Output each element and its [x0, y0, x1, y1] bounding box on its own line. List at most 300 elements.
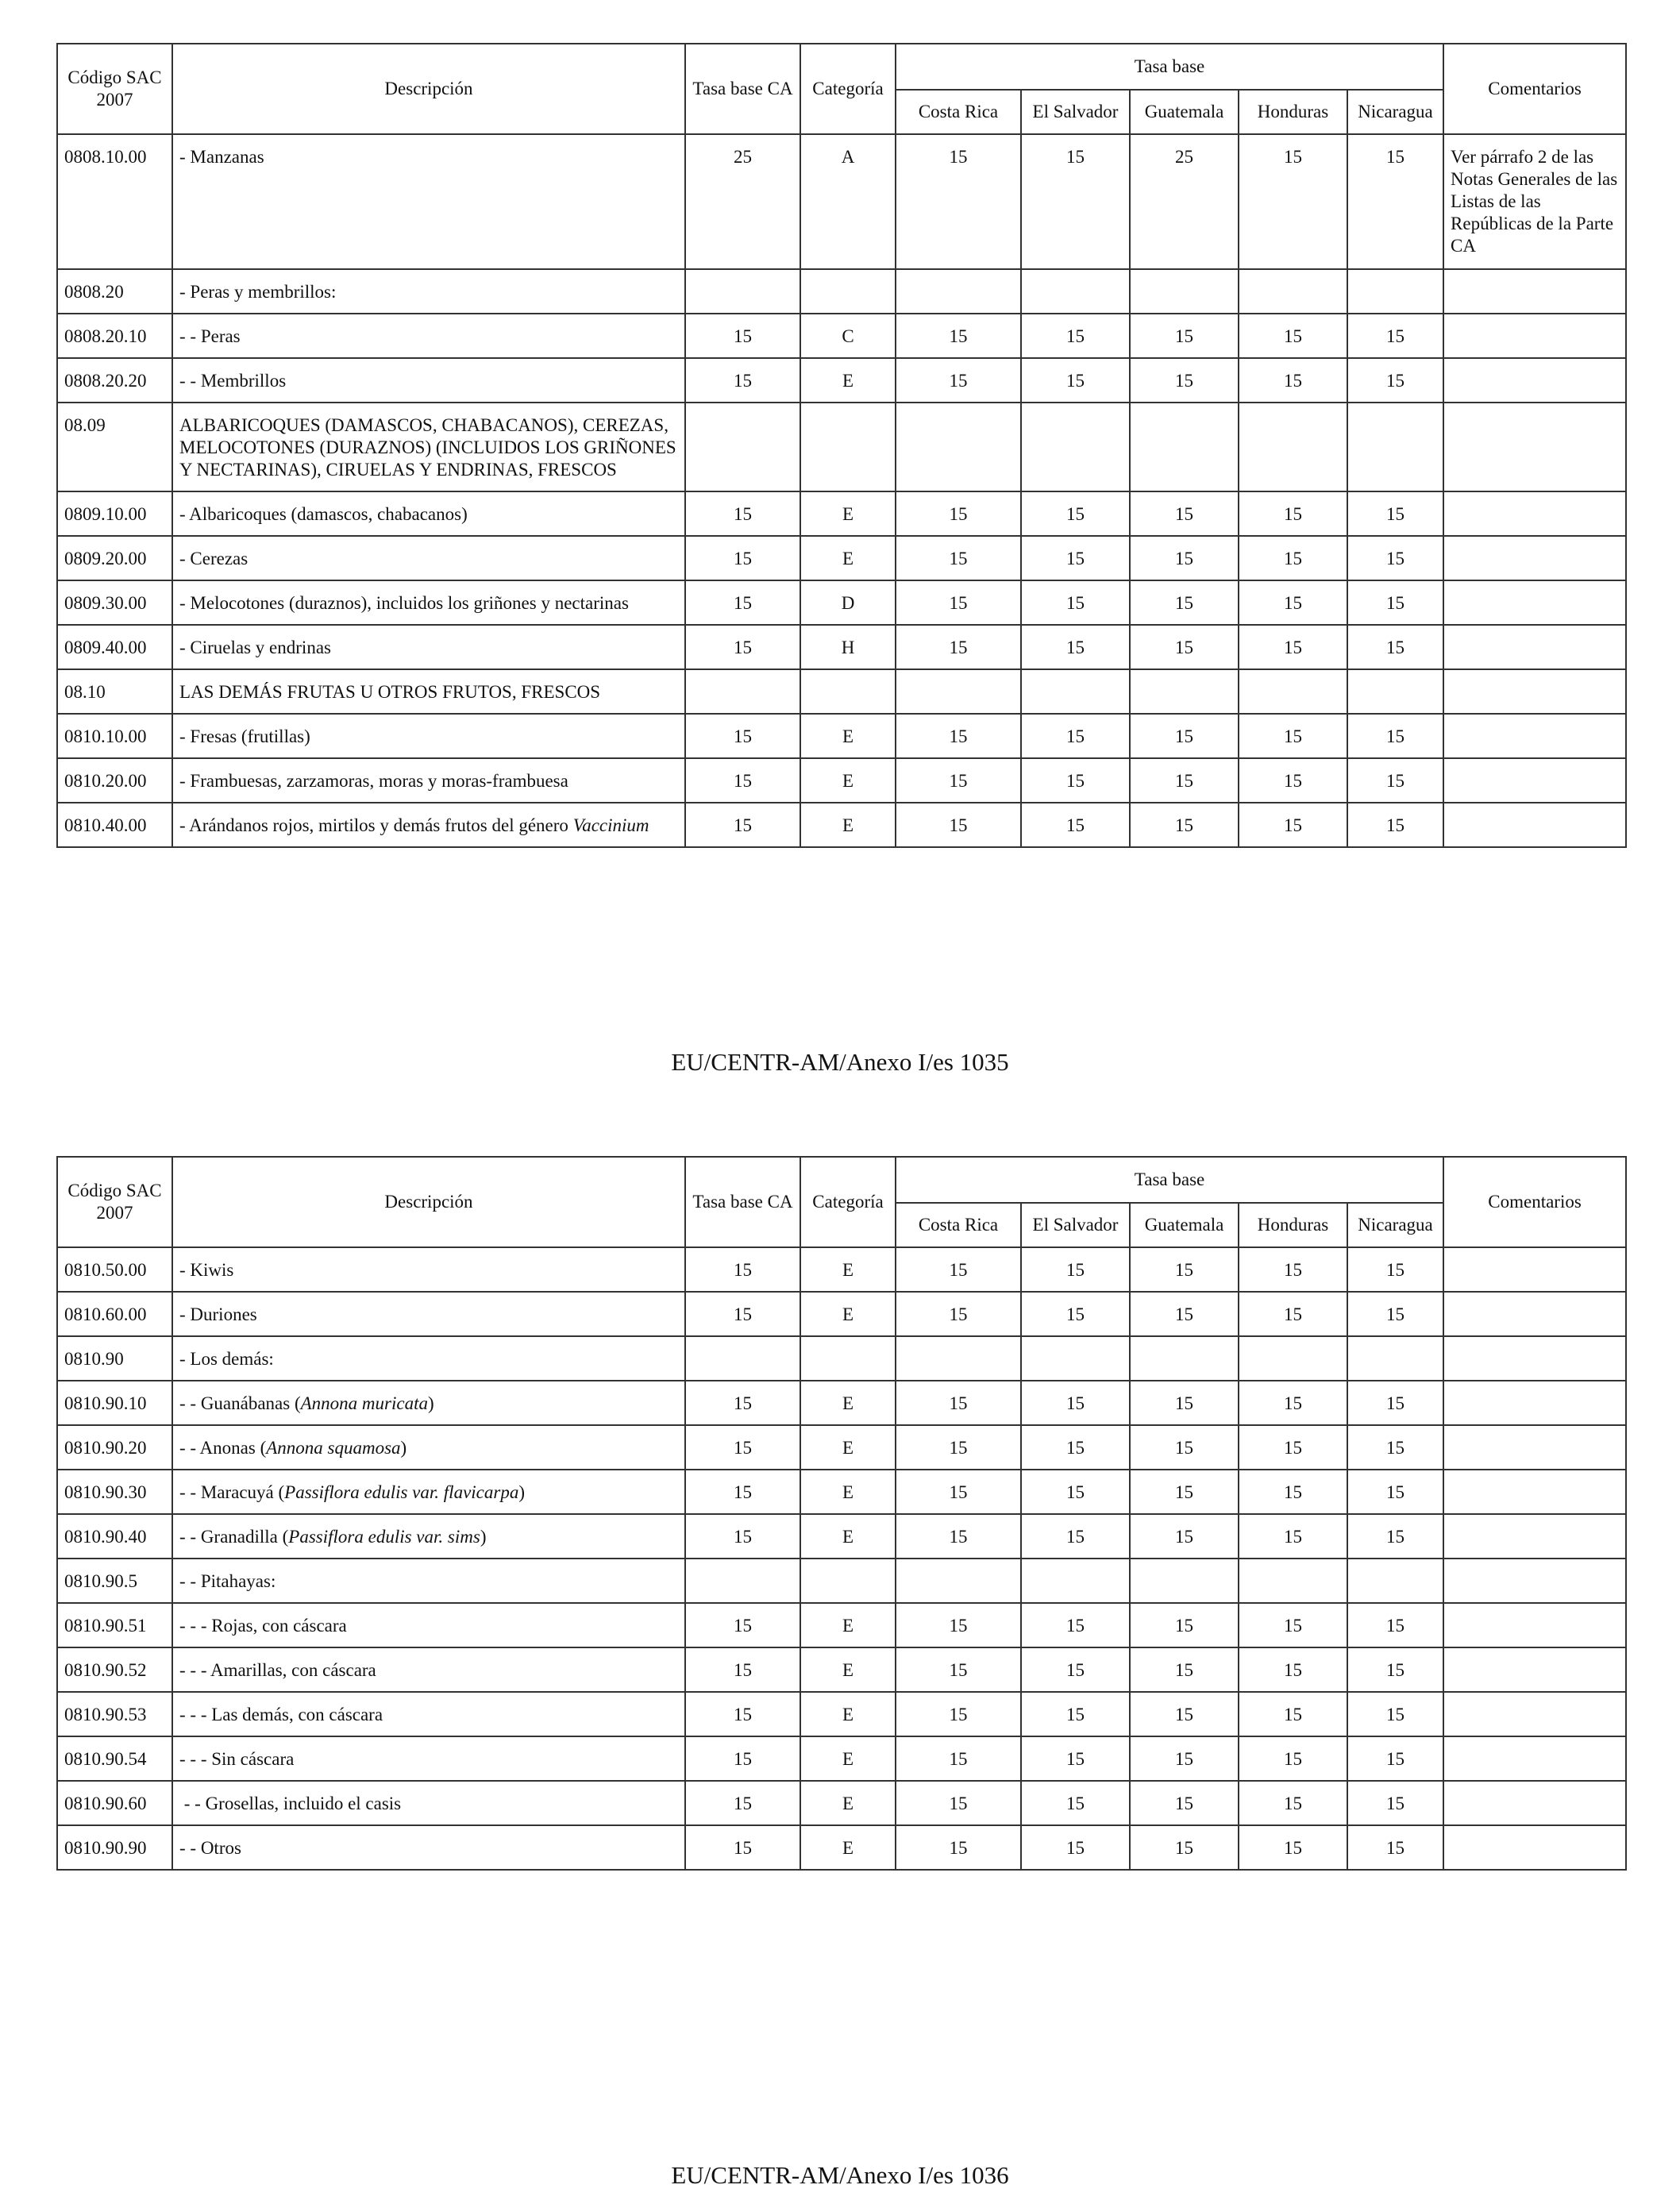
el-salvador-rate-cell: 15 — [1021, 1825, 1130, 1870]
table-row — [57, 625, 1626, 669]
honduras-rate-cell: 15 — [1239, 1692, 1347, 1736]
base-rate-ca-cell: 15 — [685, 358, 800, 403]
el-salvador-rate-cell: 15 — [1021, 625, 1130, 669]
comment-cell — [1443, 1692, 1626, 1736]
table-row — [57, 1247, 1626, 1292]
description-text: - Arándanos rojos, mirtilos y demás frutos del género — [179, 815, 573, 835]
el-salvador-rate-cell: 15 — [1021, 1514, 1130, 1559]
description-cell: - - - Amarillas, con cáscara — [172, 1647, 685, 1692]
honduras-rate-cell: 15 — [1239, 1381, 1347, 1425]
comment-cell — [1443, 1781, 1626, 1825]
honduras-rate-cell — [1239, 403, 1347, 491]
description-cell: - - - Las demás, con cáscara — [172, 1692, 685, 1736]
honduras-rate-cell: 15 — [1239, 580, 1347, 625]
costa-rica-rate-cell — [896, 269, 1021, 314]
costa-rica-rate-cell: 15 — [896, 1781, 1021, 1825]
category-cell — [800, 669, 896, 714]
guatemala-rate-cell: 15 — [1130, 1781, 1239, 1825]
category-cell: E — [800, 1292, 896, 1336]
description-cell: - - - Rojas, con cáscara — [172, 1603, 685, 1647]
description-cell: - Los demás: — [172, 1336, 685, 1381]
header-guatemala: Guatemala — [1130, 1203, 1239, 1247]
costa-rica-rate-cell — [896, 1559, 1021, 1603]
honduras-rate-cell: 15 — [1239, 625, 1347, 669]
comment-cell — [1443, 1470, 1626, 1514]
description-cell: - - Pitahayas: — [172, 1559, 685, 1603]
header-guatemala: Guatemala — [1130, 90, 1239, 134]
costa-rica-rate-cell: 15 — [896, 358, 1021, 403]
guatemala-rate-cell — [1130, 1559, 1239, 1603]
table-row — [57, 1825, 1626, 1870]
nicaragua-rate-cell: 15 — [1347, 1736, 1443, 1781]
guatemala-rate-cell: 15 — [1130, 1425, 1239, 1470]
comment-cell — [1443, 403, 1626, 491]
el-salvador-rate-cell: 15 — [1021, 1781, 1130, 1825]
comment-cell — [1443, 758, 1626, 803]
table-row — [57, 1692, 1626, 1736]
category-cell: E — [800, 536, 896, 580]
category-cell: D — [800, 580, 896, 625]
nicaragua-rate-cell — [1347, 1336, 1443, 1381]
nicaragua-rate-cell: 15 — [1347, 358, 1443, 403]
guatemala-rate-cell: 15 — [1130, 536, 1239, 580]
description-cell: LAS DEMÁS FRUTAS U OTROS FRUTOS, FRESCOS — [172, 669, 685, 714]
description-cell: - Melocotones (duraznos), incluidos los griñones y nectarinas — [172, 580, 685, 625]
nicaragua-rate-cell: 15 — [1347, 134, 1443, 269]
honduras-rate-cell: 15 — [1239, 758, 1347, 803]
table-row — [57, 314, 1626, 358]
category-cell: E — [800, 1781, 896, 1825]
nicaragua-rate-cell — [1347, 1559, 1443, 1603]
honduras-rate-cell — [1239, 1336, 1347, 1381]
category-cell: E — [800, 1470, 896, 1514]
nicaragua-rate-cell: 15 — [1347, 314, 1443, 358]
code-cell: 0810.20.00 — [57, 758, 172, 803]
guatemala-rate-cell: 15 — [1130, 1292, 1239, 1336]
comment-cell — [1443, 1336, 1626, 1381]
comment-cell — [1443, 580, 1626, 625]
page-footer-1036: EU/CENTR-AM/Anexo I/es 1036 — [671, 2161, 1009, 2189]
costa-rica-rate-cell: 15 — [896, 1603, 1021, 1647]
header-description: Descripción — [172, 44, 685, 134]
category-cell — [800, 1336, 896, 1381]
header-category: Categoría — [800, 1157, 896, 1247]
costa-rica-rate-cell — [896, 1336, 1021, 1381]
description-cell — [172, 1514, 685, 1559]
base-rate-ca-cell: 15 — [685, 1603, 800, 1647]
header-base-rate-ca: Tasa base CA — [685, 1157, 800, 1247]
nicaragua-rate-cell: 15 — [1347, 1781, 1443, 1825]
base-rate-ca-cell: 15 — [685, 1825, 800, 1870]
description-text-end: ) — [480, 1527, 487, 1547]
el-salvador-rate-cell: 15 — [1021, 1381, 1130, 1425]
base-rate-ca-cell: 15 — [685, 714, 800, 758]
el-salvador-rate-cell: 15 — [1021, 536, 1130, 580]
table-row — [57, 1647, 1626, 1692]
costa-rica-rate-cell: 15 — [896, 803, 1021, 847]
nicaragua-rate-cell: 15 — [1347, 1825, 1443, 1870]
base-rate-ca-cell: 15 — [685, 1292, 800, 1336]
table-row — [57, 491, 1626, 536]
description-text: - - Guanábanas ( — [179, 1393, 301, 1413]
el-salvador-rate-cell: 15 — [1021, 580, 1130, 625]
header-nicaragua: Nicaragua — [1347, 1203, 1443, 1247]
table-row — [57, 358, 1626, 403]
costa-rica-rate-cell: 15 — [896, 1292, 1021, 1336]
nicaragua-rate-cell: 15 — [1347, 1425, 1443, 1470]
el-salvador-rate-cell: 15 — [1021, 1425, 1130, 1470]
code-cell: 0810.90.60 — [57, 1781, 172, 1825]
costa-rica-rate-cell: 15 — [896, 491, 1021, 536]
base-rate-ca-cell: 15 — [685, 1692, 800, 1736]
comment-cell — [1443, 714, 1626, 758]
description-cell: ALBARICOQUES (DAMASCOS, CHABACANOS), CEREZAS, MELOCOTONES (DURAZNOS) (INCLUIDOS LOS GRIÑONES Y NECTARINAS), CIRUELAS Y ENDRINAS, FRESCOS — [172, 403, 685, 491]
guatemala-rate-cell: 15 — [1130, 714, 1239, 758]
honduras-rate-cell: 15 — [1239, 803, 1347, 847]
nicaragua-rate-cell: 15 — [1347, 491, 1443, 536]
description-cell: - Frambuesas, zarzamoras, moras y moras-frambuesa — [172, 758, 685, 803]
code-cell: 0810.90.40 — [57, 1514, 172, 1559]
description-text: - - Maracuyá ( — [179, 1482, 285, 1502]
code-cell: 0810.10.00 — [57, 714, 172, 758]
comment-cell — [1443, 1514, 1626, 1559]
nicaragua-rate-cell — [1347, 403, 1443, 491]
comment-cell — [1443, 1247, 1626, 1292]
category-cell: E — [800, 714, 896, 758]
base-rate-ca-cell — [685, 269, 800, 314]
category-cell: E — [800, 491, 896, 536]
comment-cell — [1443, 269, 1626, 314]
header-comments: Comentarios — [1443, 44, 1626, 134]
base-rate-ca-cell: 15 — [685, 1514, 800, 1559]
code-cell: 0808.20.20 — [57, 358, 172, 403]
guatemala-rate-cell: 15 — [1130, 1692, 1239, 1736]
costa-rica-rate-cell: 15 — [896, 1247, 1021, 1292]
costa-rica-rate-cell: 15 — [896, 1425, 1021, 1470]
category-cell: C — [800, 314, 896, 358]
description-cell: - Peras y membrillos: — [172, 269, 685, 314]
costa-rica-rate-cell: 15 — [896, 758, 1021, 803]
comment-cell — [1443, 314, 1626, 358]
costa-rica-rate-cell: 15 — [896, 1647, 1021, 1692]
el-salvador-rate-cell: 15 — [1021, 1647, 1130, 1692]
guatemala-rate-cell: 15 — [1130, 1736, 1239, 1781]
costa-rica-rate-cell: 15 — [896, 536, 1021, 580]
costa-rica-rate-cell: 15 — [896, 1692, 1021, 1736]
comment-cell — [1443, 625, 1626, 669]
guatemala-rate-cell: 15 — [1130, 358, 1239, 403]
nicaragua-rate-cell — [1347, 669, 1443, 714]
el-salvador-rate-cell: 15 — [1021, 491, 1130, 536]
costa-rica-rate-cell — [896, 403, 1021, 491]
code-cell: 0808.20 — [57, 269, 172, 314]
el-salvador-rate-cell — [1021, 269, 1130, 314]
costa-rica-rate-cell: 15 — [896, 1736, 1021, 1781]
header-el-salvador: El Salvador — [1021, 90, 1130, 134]
code-cell: 0810.90.53 — [57, 1692, 172, 1736]
nicaragua-rate-cell: 15 — [1347, 1381, 1443, 1425]
honduras-rate-cell: 15 — [1239, 1247, 1347, 1292]
category-cell: E — [800, 1247, 896, 1292]
scientific-name: Annona muricata — [300, 1393, 428, 1413]
base-rate-ca-cell: 25 — [685, 134, 800, 269]
category-cell: E — [800, 1603, 896, 1647]
description-cell: - - Otros — [172, 1825, 685, 1870]
scientific-name: Passiflora edulis var. flavicarpa — [284, 1482, 519, 1502]
nicaragua-rate-cell — [1347, 269, 1443, 314]
base-rate-ca-cell: 15 — [685, 1425, 800, 1470]
code-cell: 0810.40.00 — [57, 803, 172, 847]
header-honduras: Honduras — [1239, 90, 1347, 134]
costa-rica-rate-cell: 15 — [896, 1825, 1021, 1870]
table-row — [57, 1781, 1626, 1825]
guatemala-rate-cell: 15 — [1130, 1825, 1239, 1870]
header-costa-rica: Costa Rica — [896, 1203, 1021, 1247]
category-cell: E — [800, 1736, 896, 1781]
base-rate-ca-cell: 15 — [685, 1247, 800, 1292]
comment-cell — [1443, 1381, 1626, 1425]
header-description: Descripción — [172, 1157, 685, 1247]
description-cell: - - Membrillos — [172, 358, 685, 403]
el-salvador-rate-cell: 15 — [1021, 1603, 1130, 1647]
table-row — [57, 669, 1626, 714]
comment-cell — [1443, 1425, 1626, 1470]
honduras-rate-cell: 15 — [1239, 714, 1347, 758]
description-cell — [172, 1425, 685, 1470]
guatemala-rate-cell: 15 — [1130, 1603, 1239, 1647]
comment-cell — [1443, 1825, 1626, 1870]
guatemala-rate-cell: 15 — [1130, 314, 1239, 358]
table-row — [57, 714, 1626, 758]
el-salvador-rate-cell: 15 — [1021, 803, 1130, 847]
el-salvador-rate-cell: 15 — [1021, 1470, 1130, 1514]
code-cell: 0809.20.00 — [57, 536, 172, 580]
guatemala-rate-cell: 15 — [1130, 758, 1239, 803]
honduras-rate-cell: 15 — [1239, 1514, 1347, 1559]
nicaragua-rate-cell: 15 — [1347, 714, 1443, 758]
base-rate-ca-cell — [685, 669, 800, 714]
category-cell: E — [800, 1425, 896, 1470]
nicaragua-rate-cell: 15 — [1347, 625, 1443, 669]
base-rate-ca-cell: 15 — [685, 1736, 800, 1781]
table-row — [57, 1514, 1626, 1559]
description-cell: - Albaricoques (damascos, chabacanos) — [172, 491, 685, 536]
el-salvador-rate-cell — [1021, 403, 1130, 491]
code-cell: 0810.90.10 — [57, 1381, 172, 1425]
costa-rica-rate-cell: 15 — [896, 314, 1021, 358]
table-row — [57, 758, 1626, 803]
header-code: Código SAC 2007 — [57, 1157, 172, 1247]
base-rate-ca-cell — [685, 403, 800, 491]
base-rate-ca-cell: 15 — [685, 1381, 800, 1425]
table-row — [57, 1736, 1626, 1781]
scientific-name: Passiflora edulis var. sims — [288, 1527, 480, 1547]
base-rate-ca-cell: 15 — [685, 491, 800, 536]
description-cell: - Duriones — [172, 1292, 685, 1336]
comment-cell — [1443, 1736, 1626, 1781]
honduras-rate-cell — [1239, 269, 1347, 314]
code-cell: 0810.90.52 — [57, 1647, 172, 1692]
category-cell: H — [800, 625, 896, 669]
costa-rica-rate-cell: 15 — [896, 1470, 1021, 1514]
table-row — [57, 536, 1626, 580]
header-honduras: Honduras — [1239, 1203, 1347, 1247]
honduras-rate-cell: 15 — [1239, 536, 1347, 580]
base-rate-ca-cell: 15 — [685, 580, 800, 625]
category-cell: A — [800, 134, 896, 269]
comment-cell — [1443, 1647, 1626, 1692]
el-salvador-rate-cell: 15 — [1021, 1692, 1130, 1736]
code-cell: 0809.40.00 — [57, 625, 172, 669]
costa-rica-rate-cell: 15 — [896, 714, 1021, 758]
costa-rica-rate-cell: 15 — [896, 1514, 1021, 1559]
description-cell: - - - Sin cáscara — [172, 1736, 685, 1781]
guatemala-rate-cell: 25 — [1130, 134, 1239, 269]
category-cell: E — [800, 1647, 896, 1692]
page-footer-1035: EU/CENTR-AM/Anexo I/es 1035 — [671, 1048, 1009, 1076]
scientific-name: Annona squamosa — [266, 1438, 401, 1458]
costa-rica-rate-cell: 15 — [896, 134, 1021, 269]
honduras-rate-cell — [1239, 669, 1347, 714]
header-nicaragua: Nicaragua — [1347, 90, 1443, 134]
costa-rica-rate-cell: 15 — [896, 580, 1021, 625]
header-code: Código SAC 2007 — [57, 44, 172, 134]
guatemala-rate-cell — [1130, 669, 1239, 714]
guatemala-rate-cell: 15 — [1130, 580, 1239, 625]
table-row — [57, 269, 1626, 314]
header-comments: Comentarios — [1443, 1157, 1626, 1247]
nicaragua-rate-cell: 15 — [1347, 1603, 1443, 1647]
table-row — [57, 1470, 1626, 1514]
code-cell: 0809.10.00 — [57, 491, 172, 536]
guatemala-rate-cell: 15 — [1130, 1381, 1239, 1425]
code-cell: 0810.90 — [57, 1336, 172, 1381]
description-cell: - Cerezas — [172, 536, 685, 580]
el-salvador-rate-cell: 15 — [1021, 714, 1130, 758]
description-cell: - - Grosellas, incluido el casis — [172, 1781, 685, 1825]
comment-cell — [1443, 358, 1626, 403]
table-row — [57, 1603, 1626, 1647]
nicaragua-rate-cell: 15 — [1347, 1647, 1443, 1692]
table-row — [57, 1292, 1626, 1336]
guatemala-rate-cell: 15 — [1130, 1470, 1239, 1514]
code-cell: 0808.10.00 — [57, 134, 172, 269]
description-text-end: ) — [518, 1482, 526, 1502]
el-salvador-rate-cell: 15 — [1021, 758, 1130, 803]
comment-cell — [1443, 491, 1626, 536]
comment-cell — [1443, 1292, 1626, 1336]
header-base-rate-ca: Tasa base CA — [685, 44, 800, 134]
guatemala-rate-cell: 15 — [1130, 803, 1239, 847]
scientific-name: Vaccinium — [572, 815, 649, 835]
table-row — [57, 580, 1626, 625]
code-cell: 0810.60.00 — [57, 1292, 172, 1336]
nicaragua-rate-cell: 15 — [1347, 1247, 1443, 1292]
guatemala-rate-cell: 15 — [1130, 1514, 1239, 1559]
el-salvador-rate-cell: 15 — [1021, 1292, 1130, 1336]
honduras-rate-cell: 15 — [1239, 491, 1347, 536]
base-rate-ca-cell: 15 — [685, 803, 800, 847]
category-cell: E — [800, 1514, 896, 1559]
honduras-rate-cell: 15 — [1239, 314, 1347, 358]
nicaragua-rate-cell: 15 — [1347, 1514, 1443, 1559]
base-rate-ca-cell: 15 — [685, 314, 800, 358]
table-row — [57, 803, 1626, 847]
code-cell: 0810.50.00 — [57, 1247, 172, 1292]
comment-cell — [1443, 803, 1626, 847]
description-cell: - - Peras — [172, 314, 685, 358]
table-row — [57, 1336, 1626, 1381]
el-salvador-rate-cell: 15 — [1021, 1247, 1130, 1292]
header-base-rate: Tasa base — [896, 1157, 1443, 1203]
honduras-rate-cell: 15 — [1239, 1292, 1347, 1336]
header-base-rate: Tasa base — [896, 44, 1443, 90]
description-cell — [172, 803, 685, 847]
description-cell — [172, 1381, 685, 1425]
code-cell: 0810.90.20 — [57, 1425, 172, 1470]
category-cell: E — [800, 358, 896, 403]
comment-cell: Ver párrafo 2 de las Notas Generales de las Listas de las Repúblicas de la Parte CA — [1443, 134, 1626, 269]
honduras-rate-cell: 15 — [1239, 1647, 1347, 1692]
nicaragua-rate-cell: 15 — [1347, 1470, 1443, 1514]
guatemala-rate-cell: 15 — [1130, 625, 1239, 669]
nicaragua-rate-cell: 15 — [1347, 1292, 1443, 1336]
base-rate-ca-cell: 15 — [685, 758, 800, 803]
category-cell — [800, 269, 896, 314]
guatemala-rate-cell: 15 — [1130, 1647, 1239, 1692]
table-row — [57, 1425, 1626, 1470]
category-cell — [800, 1559, 896, 1603]
description-text-end: ) — [427, 1393, 434, 1413]
code-cell: 08.09 — [57, 403, 172, 491]
guatemala-rate-cell: 15 — [1130, 1247, 1239, 1292]
description-cell — [172, 1470, 685, 1514]
code-cell: 0810.90.54 — [57, 1736, 172, 1781]
header-el-salvador: El Salvador — [1021, 1203, 1130, 1247]
base-rate-ca-cell: 15 — [685, 1470, 800, 1514]
honduras-rate-cell: 15 — [1239, 1603, 1347, 1647]
category-cell: E — [800, 758, 896, 803]
costa-rica-rate-cell — [896, 669, 1021, 714]
guatemala-rate-cell — [1130, 269, 1239, 314]
table-row — [57, 134, 1626, 269]
header-category: Categoría — [800, 44, 896, 134]
nicaragua-rate-cell: 15 — [1347, 580, 1443, 625]
description-cell: - Fresas (frutillas) — [172, 714, 685, 758]
honduras-rate-cell — [1239, 1559, 1347, 1603]
header-costa-rica: Costa Rica — [896, 90, 1021, 134]
description-text: - - Anonas ( — [179, 1438, 267, 1458]
honduras-rate-cell: 15 — [1239, 1736, 1347, 1781]
code-cell: 0810.90.30 — [57, 1470, 172, 1514]
el-salvador-rate-cell: 15 — [1021, 134, 1130, 269]
honduras-rate-cell: 15 — [1239, 358, 1347, 403]
category-cell: E — [800, 1381, 896, 1425]
el-salvador-rate-cell: 15 — [1021, 314, 1130, 358]
base-rate-ca-cell — [685, 1336, 800, 1381]
tariff-table-1036 — [56, 1156, 1627, 1871]
guatemala-rate-cell — [1130, 1336, 1239, 1381]
comment-cell — [1443, 669, 1626, 714]
code-cell: 0808.20.10 — [57, 314, 172, 358]
nicaragua-rate-cell: 15 — [1347, 1692, 1443, 1736]
base-rate-ca-cell: 15 — [685, 1647, 800, 1692]
description-cell: - Manzanas — [172, 134, 685, 269]
el-salvador-rate-cell — [1021, 1336, 1130, 1381]
category-cell: E — [800, 1692, 896, 1736]
code-cell: 0810.90.90 — [57, 1825, 172, 1870]
base-rate-ca-cell — [685, 1559, 800, 1603]
